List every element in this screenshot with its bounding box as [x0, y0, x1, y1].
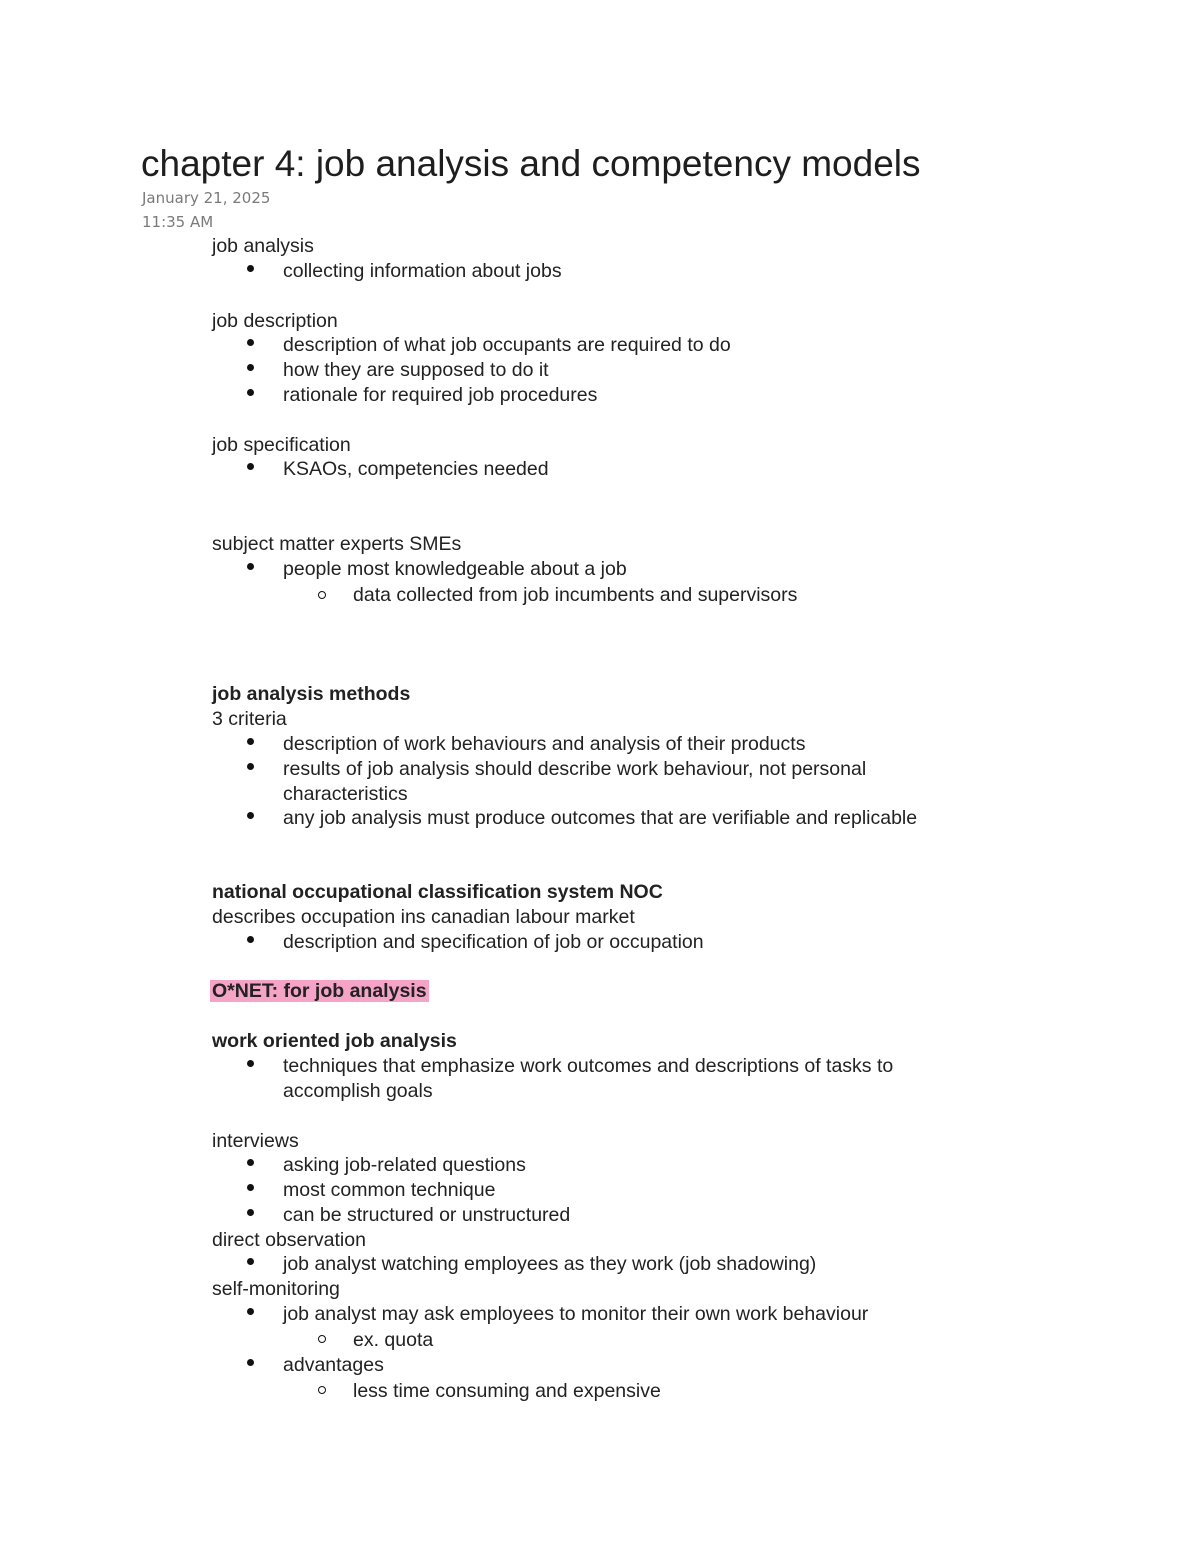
bullet-icon [247, 563, 254, 570]
note-date: January 21, 2025 [142, 189, 271, 207]
hollow-bullet-icon [318, 1335, 326, 1343]
bullet-icon [247, 738, 254, 745]
list-item: job analyst may ask employees to monitor their own work behaviour [283, 1303, 869, 1325]
highlight-text: O*NET: for job analysis [212, 980, 427, 1002]
bullet-icon [247, 1184, 254, 1191]
list-item: people most knowledgeable about a job [283, 558, 627, 580]
list-item: can be structured or unstructured [283, 1204, 571, 1226]
list-item: techniques that emphasize work outcomes and descriptions of tasks to [283, 1055, 894, 1077]
list-item: description of what job occupants are required to do [283, 334, 731, 356]
section-heading-onet [212, 979, 429, 1004]
bullet-icon [247, 463, 254, 470]
list-item: asking job-related questions [283, 1154, 526, 1176]
bullet-icon [247, 812, 254, 819]
section-heading-smes: subject matter experts SMEs [212, 533, 462, 555]
bullet-icon [247, 763, 254, 770]
bullet-icon [247, 1159, 254, 1166]
page-title: chapter 4: job analysis and competency models [141, 143, 921, 184]
section-subheading-noc: describes occupation ins canadian labour market [212, 906, 635, 928]
note-time: 11:35 AM [142, 213, 214, 231]
bullet-icon [247, 389, 254, 396]
sub-list-item: less time consuming and expensive [353, 1380, 661, 1402]
sub-list-item: data collected from job incumbents and supervisors [353, 584, 798, 606]
section-heading-work-oriented: work oriented job analysis [212, 1030, 457, 1052]
list-item: results of job analysis should describe work behaviour, not personal [283, 758, 867, 780]
section-heading-direct-observation: direct observation [212, 1229, 366, 1251]
section-heading-job-description: job description [212, 310, 338, 332]
list-item: description of work behaviours and analysis of their products [283, 733, 806, 755]
bullet-icon [247, 1258, 254, 1265]
bullet-icon [247, 1359, 254, 1366]
bullet-icon [247, 339, 254, 346]
sub-list-item: ex. quota [353, 1329, 434, 1351]
hollow-bullet-icon [318, 1386, 326, 1394]
hollow-bullet-icon [318, 591, 326, 599]
list-item: description and specification of job or occupation [283, 931, 704, 953]
section-heading-noc: national occupational classification system NOC [212, 881, 663, 903]
list-item: rationale for required job procedures [283, 384, 598, 406]
bullet-icon [247, 1209, 254, 1216]
bullet-icon [247, 265, 254, 272]
list-item: any job analysis must produce outcomes that are verifiable and replicable [283, 807, 918, 829]
list-item: KSAOs, competencies needed [283, 458, 549, 480]
list-item-continuation: accomplish goals [283, 1080, 433, 1102]
list-item: advantages [283, 1354, 384, 1376]
section-heading-interviews: interviews [212, 1130, 299, 1152]
list-item: collecting information about jobs [283, 260, 562, 282]
bullet-icon [247, 936, 254, 943]
section-heading-job-analysis: job analysis [212, 235, 314, 257]
bullet-icon [247, 1308, 254, 1315]
list-item: job analyst watching employees as they work (job shadowing) [283, 1253, 817, 1275]
section-heading-self-monitoring: self-monitoring [212, 1278, 340, 1300]
bullet-icon [247, 1060, 254, 1067]
section-heading-job-analysis-methods: job analysis methods [212, 683, 411, 705]
section-heading-job-specification: job specification [212, 434, 351, 456]
list-item-continuation: characteristics [283, 783, 408, 805]
section-subheading-criteria: 3 criteria [212, 708, 287, 730]
list-item: how they are supposed to do it [283, 359, 549, 381]
list-item: most common technique [283, 1179, 496, 1201]
bullet-icon [247, 364, 254, 371]
